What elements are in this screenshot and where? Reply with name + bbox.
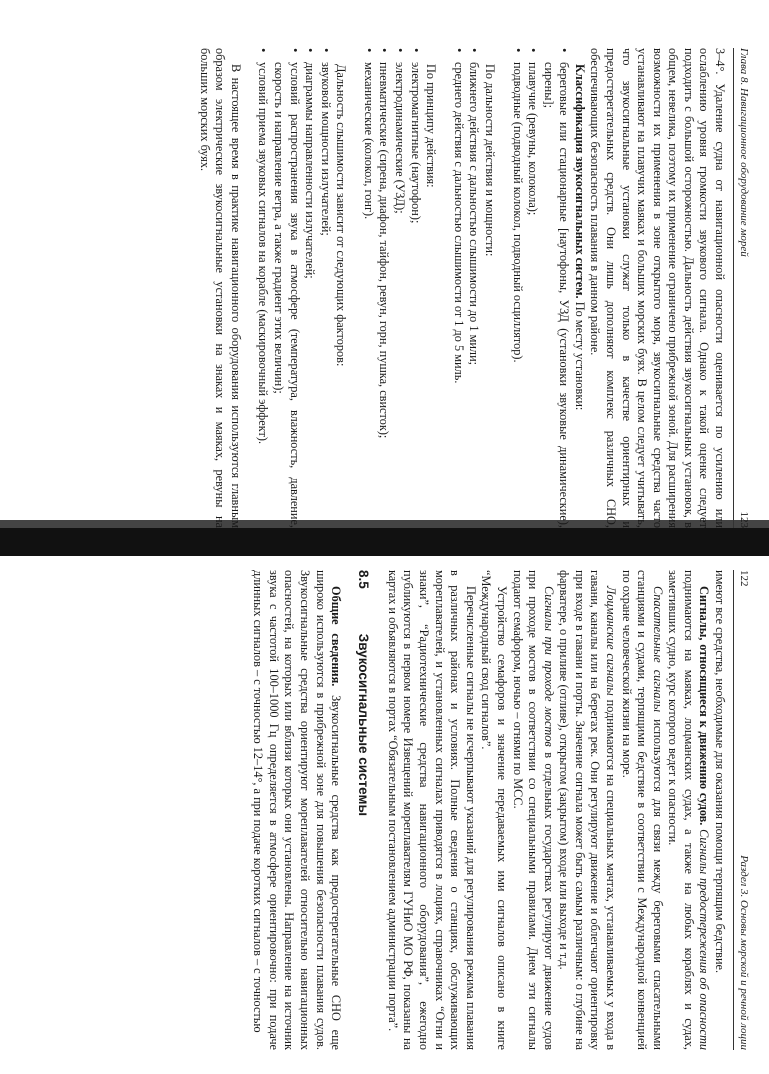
section-number: 8.5 bbox=[356, 570, 372, 589]
list-item: • звуковой мощности излучателей; bbox=[317, 48, 333, 528]
list-by-range bbox=[450, 48, 481, 528]
list-item: • диаграммы направленности излучателей; bbox=[302, 48, 318, 528]
page-122 bbox=[90, 570, 750, 1050]
paragraph: 3–4°. Удаление судна от навигационной опасности оценивается по усилению или ослаблению уровня громкости звукового сигнала. Однако к такой оценке следует подходить с большой осторожностью. Дальность действия звукосигнальных установок, в общем, невелика, поэтому их применение ограничено прибрежной зоной. Для расширения возможности их применения в зоне открытого моря, звукосигнальные средства часто устанавливают на плавучих маяках и больших морских буях. В целом следует учитывать, что звукосигнальные установки служат только в качестве ориентирных и предостерегательных средств. Они лишь дополняют комплекс различных СНО, обеспечивающих безопасность плавания в данном районе. bbox=[588, 48, 728, 528]
list-item: • среднего действия с дальностью слышимости от 1 до 5 миль. bbox=[450, 48, 466, 528]
running-head-title: Раздел 3. Основы морской и речной лоции bbox=[738, 855, 750, 1050]
paragraph-heading: Общие сведения. bbox=[329, 586, 344, 687]
paragraph: имеют все средства, необходимые для оказания помощи терпящим бедствие. bbox=[713, 570, 728, 974]
paragraph-text: Звукосигнальные средства как предостерегательные СНО еще широко используются в прибрежной зоне для повышения безопасности плавания судов. Звукосигнальные средства ориентируют мореплавателей относительно навигационных опасностей, на которых или вблизи которых они установлены. Направление на источник звука с частотой 100–1000 Гц определяется в атмосфере ориентировочно: при подаче длинных сигналов – с точностью 12–14°, а при подаче коротких сигналов – с точностью bbox=[251, 570, 344, 1051]
list-by-place bbox=[509, 48, 571, 528]
page-number: 123 bbox=[738, 511, 750, 528]
paragraph bbox=[556, 570, 618, 1050]
running-head-title: Глава 8. Навигационное оборудование морей bbox=[738, 48, 750, 257]
paragraph bbox=[250, 570, 343, 1050]
term: Сигналы предостережения об опасности bbox=[697, 829, 712, 1051]
term: Спасательные сигналы bbox=[650, 586, 665, 713]
list-item: • механические (колокол, гонг). bbox=[360, 48, 376, 528]
paragraph: Перечисленные сигналы не исчерпывают указаний для регулирования режима плавания в различных районах и условиях. Полные сведения о станциях, обслуживающих мореплавателей, и установленных сигналах приводятся в лоциях, справочниках “Огни и знаки”, “Радиотехнические средства навигационного оборудования”, ежегодно публикуются в первом номере Извещений мореплавателям ГУНиО МО РФ, показаны на картах и объявляются в портах “Обязательным постановлением администрации порта”. bbox=[385, 570, 478, 1050]
list-intro: По дальности действия и мощности: bbox=[482, 64, 497, 257]
paragraph bbox=[509, 570, 556, 1050]
list-item: • электродинамические (УЗД); bbox=[392, 48, 408, 528]
term: Лоцманские сигналы bbox=[604, 586, 619, 696]
section-heading bbox=[355, 570, 372, 1050]
list-factors bbox=[255, 48, 333, 528]
section-title: Звукосигнальные системы bbox=[356, 633, 372, 817]
list-item: • условий распространения звука в атмосфере (температура, влажность, давление, скорость и направление ветра, а также градиент этих величин); bbox=[270, 48, 301, 528]
paragraph-heading: Классификация звукосигнальных систем. bbox=[572, 64, 587, 299]
list-item: • условий приема звуковых сигналов на корабле (маскировочный эффект). bbox=[255, 48, 271, 528]
list-item: • подводные (подводный колокол, подводный осциллятор). bbox=[509, 48, 525, 528]
list-intro: Дальность слышимости зависит от следующих факторов: bbox=[334, 64, 349, 367]
paragraph bbox=[571, 48, 587, 528]
paragraph bbox=[618, 570, 665, 1050]
term: Сигналы при проходе мостов bbox=[541, 586, 556, 747]
paragraph: Устройство семафоров и значение передаваемых ими сигналов описано в книге “Международный свод сигналов”. bbox=[479, 570, 509, 1050]
paragraph-text: используются для связи между береговыми спасательными станциями и судами, терпящими бедствие в соответствии с Международной конвенцией по охране человеческой жизни на море. bbox=[619, 570, 665, 1050]
paragraph-heading: Сигналы, относящиеся к движению судов. bbox=[697, 586, 712, 826]
list-item: • ближнего действия с дальностью слышимости до 1 мили; bbox=[466, 48, 482, 528]
list-by-principle bbox=[360, 48, 422, 528]
running-head bbox=[733, 570, 750, 1050]
paragraph-text: поднимаются на специальных мачтах, устанавливаемых у входа в гавани, каналы или на берегах рек. Они регулируют движение и облегчают ориентировку при входе в гавани и порты. Значение сигнала может быть самым различным: о глубине на фарватере, о приливе (отливе), открытом (закрытом) входе или выходе и т.д. bbox=[557, 570, 619, 1051]
paragraph-text: поднимаются на маяках, лоцманских судах, а также на любых кораблях и судах, заметивших судно, курс которого ведет к опасности. bbox=[666, 570, 696, 1050]
paragraph-text: в отдельных государствах регулируют движение судов при проходе мостов в соответствии со специальными правилами. Днем эти сигналы подают семафором, ночью – огнями по МСС. bbox=[510, 570, 556, 1050]
list-item: • плавучие (ревуны, колокола); bbox=[525, 48, 541, 528]
book-binding bbox=[0, 528, 769, 556]
paragraph bbox=[665, 570, 712, 1050]
list-intro: По принципу действия: bbox=[424, 64, 439, 188]
list-item: • береговые или стационарные [наутофоны, УЗД (установки звуковые динамические), сирены]; bbox=[540, 48, 571, 528]
running-head bbox=[733, 48, 750, 528]
list-item: • электромагнитные (наутофон); bbox=[407, 48, 423, 528]
paragraph-text: По месту установки: bbox=[572, 301, 587, 411]
list-item: • пневматические (сирена, диафон, тайфон, ревун, горн, пушка, свисток); bbox=[376, 48, 392, 528]
page-number: 122 bbox=[738, 570, 750, 587]
paragraph: В настоящее время в практике навигационного оборудования используются главным образом электрические звукосигнальные установки на знаках и маяках, ревуны на больших морских буях. bbox=[197, 48, 243, 528]
page-123 bbox=[90, 48, 750, 528]
